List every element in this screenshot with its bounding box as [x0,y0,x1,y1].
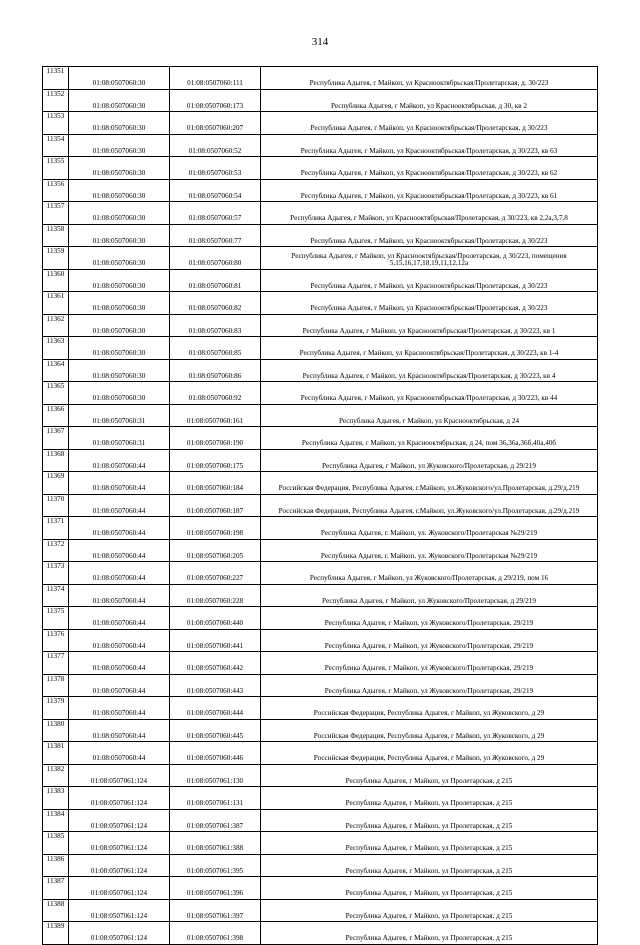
table-row [43,584,598,607]
row-number-cell: 11359 [43,247,69,270]
cadastral-number-cell: 01:08:0507060:228 [170,584,261,607]
quarter-number-cell: 01:08:0507061:124 [69,809,170,832]
table-row [43,292,598,315]
quarter-number-cell: 01:08:0507060:30 [69,224,170,247]
table-row [43,472,598,495]
cadastral-number-cell: 01:08:0507060:443 [170,674,261,697]
table-row [43,539,598,562]
row-number-cell: 11369 [43,472,69,495]
cadastral-number-cell: 01:08:0507060:187 [170,494,261,517]
cadastral-number-cell: 01:08:0507060:81 [170,269,261,292]
quarter-number-cell: 01:08:0507060:44 [69,584,170,607]
row-number-cell: 11351 [43,67,69,90]
cadastral-number-cell: 01:08:0507060:82 [170,292,261,315]
quarter-number-cell: 01:08:0507060:44 [69,517,170,540]
cadastral-number-cell: 01:08:0507060:175 [170,449,261,472]
page-number: 314 [311,36,329,48]
address-cell: Республика Адыгея, г Майкоп, ул Жуковского/Пролетарская, 29/219 [261,607,598,630]
address-cell: Республика Адыгея, г Майкоп, ул Краснооктябрьская, д 30, кв 2 [261,89,598,112]
table-row [43,607,598,630]
quarter-number-cell: 01:08:0507060:30 [69,314,170,337]
quarter-number-cell: 01:08:0507060:30 [69,89,170,112]
table-row [43,764,598,787]
cadastral-number-cell: 01:08:0507060:161 [170,404,261,427]
cadastral-number-cell: 01:08:0507061:396 [170,877,261,900]
row-number-cell: 11372 [43,539,69,562]
quarter-number-cell: 01:08:0507060:44 [69,719,170,742]
address-cell: Республика Адыгея, г Майкоп, ул Краснооктябрьская/Пролетарская, д 30/223 [261,292,598,315]
cadastral-number-cell: 01:08:0507060:53 [170,157,261,180]
quarter-number-cell: 01:08:0507060:30 [69,134,170,157]
cadastral-number-cell: 01:08:0507060:85 [170,337,261,360]
cadastral-number-cell: 01:08:0507060:446 [170,742,261,765]
quarter-number-cell: 01:08:0507060:30 [69,382,170,405]
quarter-number-cell: 01:08:0507061:124 [69,922,170,945]
table-row [43,562,598,585]
quarter-number-cell: 01:08:0507060:44 [69,539,170,562]
table-row [43,404,598,427]
address-cell: Республика Адыгея, г Майкоп, ул Краснооктябрьская/Пролетарская, д 30/223, кв 61 [261,179,598,202]
address-cell: Республика Адыгея, г Майкоп, ул Краснооктябрьская/Пролетарская, д 30/223, кв 4 [261,359,598,382]
address-cell: Республика Адыгея, г Майкоп, ул Пролетарская, д 215 [261,877,598,900]
quarter-number-cell: 01:08:0507060:30 [69,179,170,202]
row-number-cell: 11379 [43,697,69,720]
address-cell: Республика Адыгея, г Майкоп, ул Краснооктябрьская, д 24 [261,404,598,427]
quarter-number-cell: 01:08:0507061:124 [69,854,170,877]
table-row [43,179,598,202]
cadastral-number-cell: 01:08:0507060:198 [170,517,261,540]
table-row [43,809,598,832]
row-number-cell: 11368 [43,449,69,472]
address-cell: Республика Адыгея, г Майкоп, ул Пролетарская, д 215 [261,854,598,877]
address-cell: Республика Адыгея, г Майкоп, ул Пролетарская, д 215 [261,899,598,922]
cadastral-number-cell: 01:08:0507060:207 [170,112,261,135]
row-number-cell: 11384 [43,809,69,832]
table-row [43,337,598,360]
row-number-cell: 11366 [43,404,69,427]
quarter-number-cell: 01:08:0507060:31 [69,427,170,450]
cadastral-number-cell: 01:08:0507060:52 [170,134,261,157]
row-number-cell: 11371 [43,517,69,540]
cadastral-number-cell: 01:08:0507061:130 [170,764,261,787]
table-row [43,877,598,900]
address-cell: Республика Адыгея, г Майкоп, ул Краснооктябрьская/Пролетарская, д 30/223 [261,112,598,135]
address-cell: Республика Адыгея, г Майкоп, ул Пролетарская, д 215 [261,787,598,810]
row-number-cell: 11353 [43,112,69,135]
table-row [43,134,598,157]
table-row [43,832,598,855]
row-number-cell: 11365 [43,382,69,405]
address-cell: Республика Адыгея, г Майкоп, ул Краснооктябрьская, д 24, пом 36,36а,36б,40а,40б [261,427,598,450]
address-cell: Республика Адыгея, г Майкоп, ул Краснооктябрьская/Пролетарская, д 30/223, кв 1-4 [261,337,598,360]
address-cell: Республика Адыгея, г Майкоп, ул Краснооктябрьская/Пролетарская, д. 30/223 [261,67,598,90]
cadastral-number-cell: 01:08:0507060:77 [170,224,261,247]
row-number-cell: 11370 [43,494,69,517]
cadastral-number-cell: 01:08:0507060:445 [170,719,261,742]
quarter-number-cell: 01:08:0507061:124 [69,764,170,787]
cadastral-number-cell: 01:08:0507060:86 [170,359,261,382]
table-row [43,697,598,720]
table-row [43,247,598,270]
table-row [43,89,598,112]
table-row [43,359,598,382]
quarter-number-cell: 01:08:0507060:44 [69,674,170,697]
cadastral-number-cell: 01:08:0507060:442 [170,652,261,675]
address-cell: Республика Адыгея, г Майкоп, ул Пролетарская, д 215 [261,922,598,945]
row-number-cell: 11358 [43,224,69,247]
cadastral-number-cell: 01:08:0507061:398 [170,922,261,945]
cadastral-number-cell: 01:08:0507060:190 [170,427,261,450]
row-number-cell: 11360 [43,269,69,292]
row-number-cell: 11357 [43,202,69,225]
row-number-cell: 11383 [43,787,69,810]
table-row [43,742,598,765]
row-number-cell: 11373 [43,562,69,585]
quarter-number-cell: 01:08:0507060:30 [69,202,170,225]
quarter-number-cell: 01:08:0507060:30 [69,247,170,270]
row-number-cell: 11389 [43,922,69,945]
table-row [43,854,598,877]
address-cell: Республика Адыгея, г Майкоп, ул Жуковского/Пролетарская, д 29/219 [261,584,598,607]
quarter-number-cell: 01:08:0507060:44 [69,562,170,585]
quarter-number-cell: 01:08:0507060:30 [69,337,170,360]
cadastral-number-cell: 01:08:0507060:184 [170,472,261,495]
cadastral-number-cell: 01:08:0507061:131 [170,787,261,810]
cadastral-number-cell: 01:08:0507061:388 [170,832,261,855]
quarter-number-cell: 01:08:0507060:44 [69,742,170,765]
table-row [43,629,598,652]
table-row [43,719,598,742]
quarter-number-cell: 01:08:0507060:44 [69,607,170,630]
cadastral-number-cell: 01:08:0507061:387 [170,809,261,832]
table-row [43,652,598,675]
address-cell: Российская Федерация, Республика Адыгея, г.Майкоп, ул.Жуковского/ул.Пролетарская, д.29/д.219 [261,494,598,517]
address-cell: Республика Адыгея, г. Майкоп, ул. Жуковского/Пролетарская №29/219 [261,539,598,562]
row-number-cell: 11378 [43,674,69,697]
table-row [43,382,598,405]
address-cell: Российская Федерация, Республика Адыгея, г Майкоп, ул Жуковского, д 29 [261,719,598,742]
address-cell: Российская Федерация, Республика Адыгея, г.Майкоп, ул.Жуковского/ул.Пролетарская, д.29/д.219 [261,472,598,495]
quarter-number-cell: 01:08:0507060:30 [69,359,170,382]
row-number-cell: 11377 [43,652,69,675]
quarter-number-cell: 01:08:0507061:124 [69,877,170,900]
cadastral-number-cell: 01:08:0507061:397 [170,899,261,922]
row-number-cell: 11385 [43,832,69,855]
table-row [43,899,598,922]
cadastral-number-cell: 01:08:0507060:173 [170,89,261,112]
row-number-cell: 11363 [43,337,69,360]
row-number-cell: 11375 [43,607,69,630]
address-cell: Республика Адыгея, г Майкоп, ул Краснооктябрьская/Пролетарская, д 30/223, кв 62 [261,157,598,180]
table-row [43,494,598,517]
quarter-number-cell: 01:08:0507060:44 [69,494,170,517]
row-number-cell: 11361 [43,292,69,315]
row-number-cell: 11356 [43,179,69,202]
row-number-cell: 11364 [43,359,69,382]
cadastral-number-cell: 01:08:0507060:441 [170,629,261,652]
row-number-cell: 11386 [43,854,69,877]
address-cell: Республика Адыгея, г Майкоп, ул Краснооктябрьская/Пролетарская, д 30/223, кв 1 [261,314,598,337]
cadastral-number-cell: 01:08:0507060:83 [170,314,261,337]
table-row [43,517,598,540]
row-number-cell: 11374 [43,584,69,607]
quarter-number-cell: 01:08:0507061:124 [69,899,170,922]
cadastral-number-cell: 01:08:0507060:205 [170,539,261,562]
table-row [43,112,598,135]
table-row [43,427,598,450]
cadastral-number-cell: 01:08:0507060:444 [170,697,261,720]
table-row [43,202,598,225]
address-cell: Республика Адыгея, г Майкоп, ул Пролетарская, д 215 [261,764,598,787]
row-number-cell: 11354 [43,134,69,157]
row-number-cell: 11355 [43,157,69,180]
quarter-number-cell: 01:08:0507060:30 [69,67,170,90]
table-row [43,224,598,247]
table-row [43,67,598,90]
address-cell: Российская Федерация, Республика Адыгея, г Майкоп, ул Жуковского, д 29 [261,697,598,720]
cadastral-number-cell: 01:08:0507060:440 [170,607,261,630]
quarter-number-cell: 01:08:0507060:44 [69,449,170,472]
address-cell: Республика Адыгея, г. Майкоп, ул. Жуковского/Пролетарская №29/219 [261,517,598,540]
table-row [43,787,598,810]
table-body [43,67,598,945]
quarter-number-cell: 01:08:0507060:44 [69,697,170,720]
address-cell: Российская Федерация, Республика Адыгея, г Майкоп, ул Жуковского, д 29 [261,742,598,765]
quarter-number-cell: 01:08:0507060:44 [69,652,170,675]
address-cell: Республика Адыгея, г Майкоп, ул Жуковского/Пролетарская, д 29/219, пом 16 [261,562,598,585]
address-cell: Республика Адыгея, г Майкоп, ул Краснооктябрьская/Пролетарская, д 30/223 [261,224,598,247]
quarter-number-cell: 01:08:0507060:30 [69,269,170,292]
cadastral-number-cell: 01:08:0507060:54 [170,179,261,202]
quarter-number-cell: 01:08:0507060:30 [69,112,170,135]
row-number-cell: 11381 [43,742,69,765]
quarter-number-cell: 01:08:0507061:124 [69,832,170,855]
cadastral-number-cell: 01:08:0507060:92 [170,382,261,405]
table-row [43,157,598,180]
address-cell: Республика Адыгея, г Майкоп, ул Краснооктябрьская/Пролетарская, д 30/223, кв 44 [261,382,598,405]
quarter-number-cell: 01:08:0507060:31 [69,404,170,427]
row-number-cell: 11367 [43,427,69,450]
address-cell: Республика Адыгея, г Майкоп, ул Краснооктябрьская/Пролетарская, д 30/223 [261,269,598,292]
address-cell: Республика Адыгея, г Майкоп, ул Краснооктябрьская/Пролетарская, д 30/223, кв 2,2а,3,7,8 [261,202,598,225]
row-number-cell: 11387 [43,877,69,900]
table-row [43,674,598,697]
table-row [43,314,598,337]
cadastral-number-cell: 01:08:0507060:227 [170,562,261,585]
cadastral-number-cell: 01:08:0507060:80 [170,247,261,270]
table-row [43,269,598,292]
address-cell: Республика Адыгея, г Майкоп, ул Краснооктябрьская/Пролетарская, д 30/223, кв 63 [261,134,598,157]
address-cell: Республика Адыгея, г Майкоп, ул Жуковского/Пролетарская, 29/219 [261,652,598,675]
cadastral-table [42,66,598,945]
address-cell: Республика Адыгея, г Майкоп, ул Пролетарская, д 215 [261,832,598,855]
quarter-number-cell: 01:08:0507061:124 [69,787,170,810]
address-cell: Республика Адыгея, г Майкоп, ул Жуковского/Пролетарская, 29/219 [261,629,598,652]
quarter-number-cell: 01:08:0507060:44 [69,629,170,652]
row-number-cell: 11376 [43,629,69,652]
address-cell: Республика Адыгея, г Майкоп, ул Пролетарская, д 215 [261,809,598,832]
cadastral-number-cell: 01:08:0507060:57 [170,202,261,225]
row-number-cell: 11362 [43,314,69,337]
address-cell: Республика Адыгея, г Майкоп, ул Жуковского/Пролетарская, 29/219 [261,674,598,697]
table-row [43,449,598,472]
row-number-cell: 11388 [43,899,69,922]
quarter-number-cell: 01:08:0507060:30 [69,292,170,315]
address-cell: Республика Адыгея, г Майкоп, ул Жуковского/Пролетарская, д 29/219 [261,449,598,472]
row-number-cell: 11382 [43,764,69,787]
row-number-cell: 11352 [43,89,69,112]
table-row [43,922,598,945]
quarter-number-cell: 01:08:0507060:44 [69,472,170,495]
address-cell: Республика Адыгея, г Майкоп, ул Краснооктябрьская/Пролетарская, д 30/223, помещения 5,15,16,17,18,19,11,12,12а [261,247,598,270]
cadastral-number-cell: 01:08:0507060:111 [170,67,261,90]
row-number-cell: 11380 [43,719,69,742]
cadastral-number-cell: 01:08:0507061:395 [170,854,261,877]
quarter-number-cell: 01:08:0507060:30 [69,157,170,180]
